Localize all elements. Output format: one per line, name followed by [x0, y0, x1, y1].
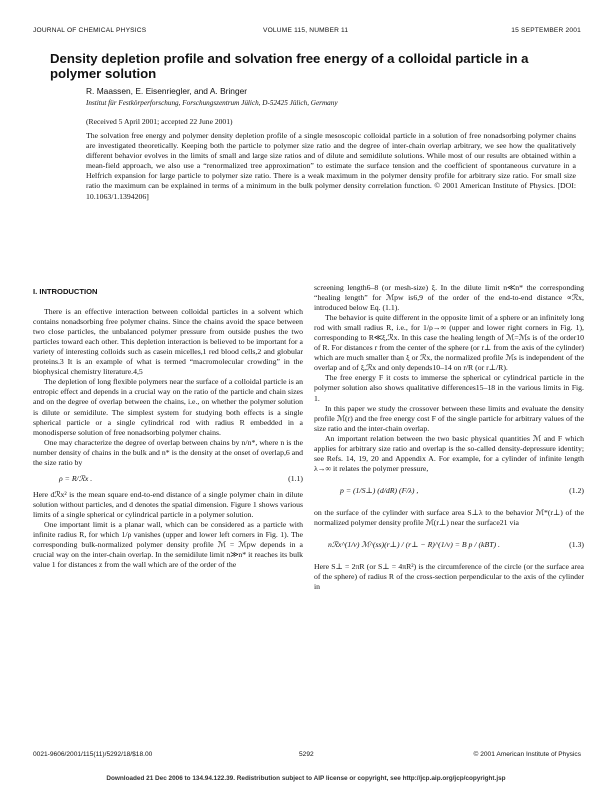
- paragraph: There is an effective interaction between colloidal particles in a solvent which contains nonadsorbing free polymer chains. Since the chains avoid the space between two close particles, the unbalanced polymer pressure from outside pushes the two particles toward each other. This depletion interaction is believed to be important for a variety of interesting colloids such as casein micelles,1 red blood cells,2 and globular proteins.3 It is an example of what is termed “macromolecular crowding” in the biophysical chemistry literature.4,5: [33, 307, 303, 377]
- paragraph: In this paper we study the crossover between these limits and evaluate the density profile ℳ(r) and the free energy cost F of the single particle for arbitrary values of the size ratio and the inter-chain overlap.: [314, 403, 584, 433]
- equation-1-2: [314, 477, 584, 505]
- paragraph: The behavior is quite different in the opposite limit of a sphere or an infinitely long rod with small radius R, i.e., for 1/ρ→∞ (upper and lower right corners in Fig. 1), corresponding to R≪ξ,ℛx. In this case the healing length of ℳ=ℳs is of the order10 of R. For distances r from the center of the sphere (or r⊥ from the axis of the cylinder) which are much smaller than ξ or ℛx, the normalized profile ℳs is independent of the overlap and of ξ,ℛx and only depends10–14 on r/R (or r⊥/R).: [314, 313, 584, 373]
- right-column: [314, 283, 584, 592]
- page-number: 5292: [299, 751, 314, 758]
- paragraph: One important limit is a planar wall, which can be considered as a particle with infinite radius R, for which 1/ρ vanishes (upper and lower left corners in Fig. 1). The corresponding bulk-normalized polymer density profile ℳ = ℳpw depends in a crucial way on the inter-chain overlap. In the semidilute limit n≫n* it reaches its bulk value 1 for distances z from the wall which are of the order of the: [33, 519, 303, 570]
- paragraph: The free energy F it costs to immerse the spherical or cylindrical particle in the polymer solution also shows qualitative differences15–18 in the various limits in Fig. 1.: [314, 373, 584, 403]
- volume-info: VOLUME 115, NUMBER 11: [263, 27, 349, 34]
- paragraph: screening length6–8 (or mesh-size) ξ. In the dilute limit n≪n* the corresponding “healing length” for ℳpw is6,9 of the order of the end-to-end distance ∝ℛx, introduced below Eq. (1.1).: [314, 283, 584, 313]
- article-code: 0021-9606/2001/115(11)/5292/18/$18.00: [33, 751, 153, 758]
- paragraph: Here S⊥ = 2πR (or S⊥ = 4πR²) is the circumference of the circle (or the surface area of the sphere) of radius R of the cross-section perpendicular to the axis of the cylinder in: [314, 561, 584, 592]
- paragraph: Here dℛx² is the mean square end-to-end distance of a single polymer chain in dilute solution without particles, and d denotes the spatial dimension. Figure 1 shows various limits of a single spherical or cylindrical particle in a polymer solution.: [33, 489, 303, 519]
- left-column: [33, 283, 303, 570]
- issue-date: 15 SEPTEMBER 2001: [511, 27, 581, 34]
- copyright: © 2001 American Institute of Physics: [473, 751, 581, 758]
- journal-name: JOURNAL OF CHEMICAL PHYSICS: [33, 27, 147, 34]
- equation-number: (1.1): [288, 473, 303, 483]
- paper-title: Density depletion profile and solvation free energy of a colloidal particle in a polymer solution: [50, 51, 529, 81]
- equation-number: (1.2): [569, 485, 584, 495]
- equation-number: (1.3): [569, 539, 584, 549]
- received-dates: (Received 5 April 2001; accepted 22 June 2001): [86, 117, 233, 126]
- equation-body: p = (1/S⊥) (d/dR) (F/λ) ,: [340, 485, 419, 495]
- paragraph: The depletion of long flexible polymers near the surface of a colloidal particle is an entropic effect and depends in a crucial way on the ratio of the particle and chain sizes and on the degree of overlap between the chains, i.e., on whether the polymer solution is dilute or semidilute. The simplest system for studying both effects is a single spherical particle or a single cylindrical rod with radius R embedded in a monodisperse solution of free nonadsorbing polymer chains.: [33, 377, 303, 437]
- authors: R. Maassen, E. Eisenriegler, and A. Bringer: [86, 86, 248, 96]
- paragraph: on the surface of the cylinder with surface area S⊥λ to the behavior ℳ*(r⊥) of the normalized polymer density profile ℳ(r⊥) near the surface21 via: [314, 507, 584, 527]
- abstract: The solvation free energy and polymer density depletion profile of a single mesoscopic colloidal particle in a solution of free nonadsorbing polymer chains are investigated theoretically. Keeping both the particle to polymer size ratio and the degree of inter-chain overlap arbitrary, we see how the qualitatively different behavior evolves in the limits of small and large size ratios and of dilute and semidilute solutions. While most of our results are obtained within a mean-field approach, we also use a “renormalized tree approximation” to estimate the surface tension and the coefficient of spontaneous curvature in a Helfrich expansion for large particle to polymer size ratio. There is a weak maximum in the polymer density profile for arbitrary size ratio. For small size ratio the maximum can be explained in terms of a minimum in the bulk polymer density correlation function. © 2001 American Institute of Physics. [DOI: 10.1063/1.1394206]: [86, 131, 576, 201]
- equation-body: ρ = R/ℛx .: [59, 473, 93, 483]
- equation-1-3: [314, 531, 584, 559]
- equation-1-1: [33, 471, 303, 487]
- paragraph: An important relation between the two basic physical quantities ℳ and F which applies for arbitrary size ratio and overlap is the so-called density-depressure identity; see Refs. 14, 19, 20 and Appendix A. For example, for a cylinder of infinite length λ→∞ it relates the polymer pressure,: [314, 433, 584, 473]
- paragraph: One may characterize the degree of overlap between chains by n/n*, where n is the number density of chains in the bulk and n* is the density at the onset of overlap,6 and the size ratio by: [33, 437, 303, 467]
- download-notice: Downloaded 21 Dec 2006 to 134.94.122.39. Redistribution subject to AIP license or copyright, see http://jcp.aip.org/jcp/copyright.jsp: [106, 775, 506, 782]
- affiliation: Institut für Festkörperforschung, Forschungszentrum Jülich, D-52425 Jülich, Germany: [86, 99, 338, 107]
- section-heading: I. INTRODUCTION: [33, 287, 98, 296]
- equation-body: nℛx^(1/ν) ℳ^(ss)(r⊥) / (r⊥ − R)^(1/ν) = B p / (kBT) .: [328, 539, 500, 549]
